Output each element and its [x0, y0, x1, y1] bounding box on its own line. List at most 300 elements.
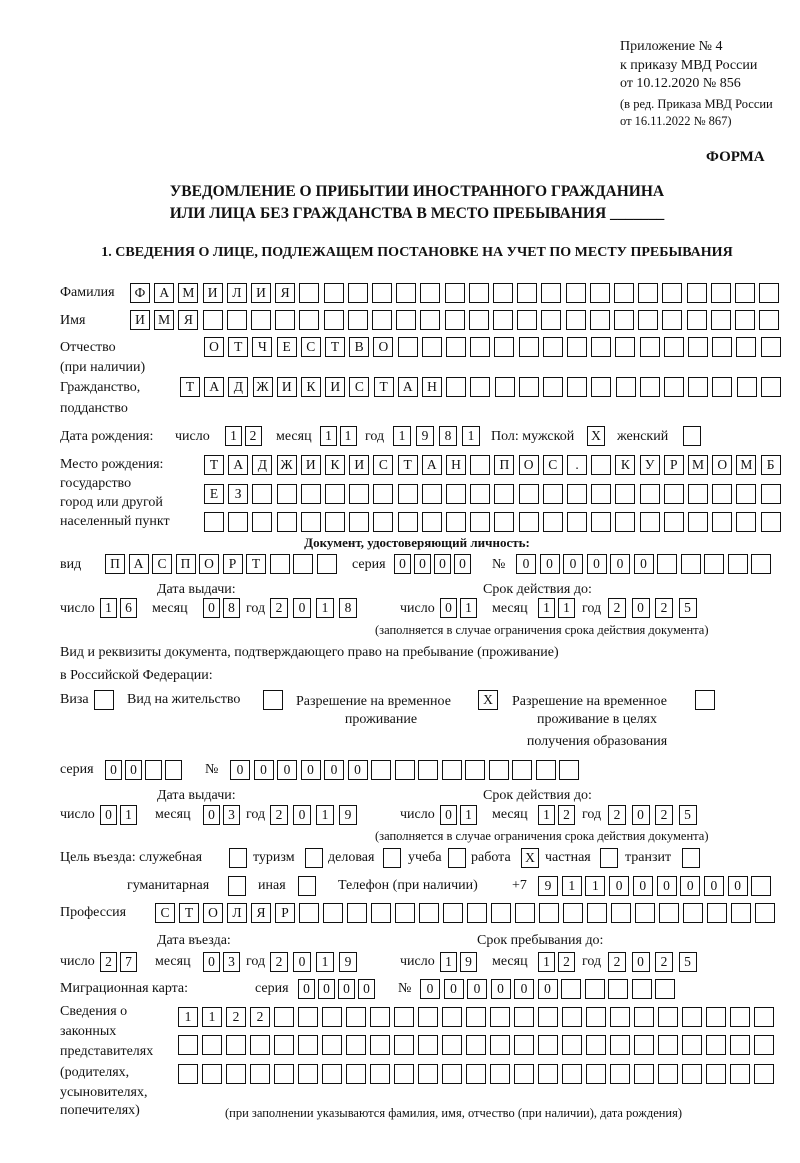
char-box[interactable]	[567, 377, 587, 397]
char-box[interactable]	[754, 1035, 774, 1055]
char-box[interactable]	[728, 554, 748, 574]
issue-day-field[interactable]	[100, 598, 137, 620]
char-box[interactable]: К	[615, 455, 635, 475]
char-box[interactable]: 0	[324, 760, 344, 780]
char-box[interactable]: 2	[270, 598, 288, 618]
char-box[interactable]	[301, 512, 321, 532]
char-box[interactable]	[346, 1035, 366, 1055]
char-box[interactable]: Е	[277, 337, 297, 357]
char-box[interactable]: 2	[655, 805, 673, 825]
char-box[interactable]: 8	[439, 426, 457, 446]
char-box[interactable]: А	[398, 377, 418, 397]
char-box[interactable]: 1	[462, 426, 480, 446]
char-box[interactable]: О	[373, 337, 393, 357]
char-box[interactable]	[662, 310, 682, 330]
char-box[interactable]	[325, 484, 345, 504]
char-box[interactable]	[274, 1007, 294, 1027]
char-box[interactable]	[562, 1064, 582, 1084]
char-box[interactable]: 0	[277, 760, 297, 780]
char-box[interactable]: 0	[318, 979, 335, 999]
char-box[interactable]	[538, 1007, 558, 1027]
char-box[interactable]	[398, 512, 418, 532]
char-box[interactable]	[519, 484, 539, 504]
char-box[interactable]	[349, 484, 369, 504]
purpose-private-checkbox[interactable]	[600, 848, 618, 870]
stay-number-field[interactable]	[230, 760, 579, 782]
char-box[interactable]	[634, 1035, 654, 1055]
char-box[interactable]	[731, 903, 751, 923]
checkbox[interactable]	[682, 848, 700, 868]
char-box[interactable]: К	[301, 377, 321, 397]
char-box[interactable]	[688, 337, 708, 357]
char-box[interactable]	[735, 283, 755, 303]
char-box[interactable]: М	[178, 283, 198, 303]
char-box[interactable]	[736, 512, 756, 532]
char-box[interactable]	[712, 337, 732, 357]
char-box[interactable]: 2	[226, 1007, 246, 1027]
char-box[interactable]: 1	[440, 952, 457, 972]
char-box[interactable]	[591, 484, 611, 504]
char-box[interactable]	[494, 512, 514, 532]
char-box[interactable]: 0	[394, 554, 411, 574]
char-box[interactable]	[538, 1035, 558, 1055]
char-box[interactable]	[658, 1064, 678, 1084]
checkbox[interactable]	[600, 848, 618, 868]
char-box[interactable]: 1	[585, 876, 605, 896]
char-box[interactable]	[730, 1064, 750, 1084]
char-box[interactable]: 0	[440, 598, 457, 618]
profession-field[interactable]	[155, 903, 775, 925]
char-box[interactable]	[419, 903, 439, 923]
char-box[interactable]	[446, 377, 466, 397]
char-box[interactable]: 5	[679, 598, 697, 618]
char-box[interactable]: О	[712, 455, 732, 475]
char-box[interactable]	[615, 337, 635, 357]
char-box[interactable]	[202, 1064, 222, 1084]
char-box[interactable]	[465, 760, 485, 780]
char-box[interactable]	[638, 310, 658, 330]
char-box[interactable]	[759, 283, 779, 303]
char-box[interactable]: 0	[420, 979, 440, 999]
char-box[interactable]	[635, 903, 655, 923]
char-box[interactable]	[372, 283, 392, 303]
stay-valid-day-field[interactable]	[440, 805, 477, 827]
char-box[interactable]: А	[204, 377, 224, 397]
char-box[interactable]	[324, 310, 344, 330]
birth-place-line-2[interactable]	[204, 484, 781, 506]
char-box[interactable]: 0	[634, 554, 654, 574]
char-box[interactable]: 0	[203, 805, 220, 825]
char-box[interactable]: 0	[293, 805, 311, 825]
char-box[interactable]	[398, 484, 418, 504]
char-box[interactable]: 0	[587, 554, 607, 574]
char-box[interactable]: 0	[609, 876, 629, 896]
char-box[interactable]	[227, 310, 247, 330]
char-box[interactable]: И	[251, 283, 271, 303]
char-box[interactable]	[324, 283, 344, 303]
checkbox[interactable]	[229, 848, 247, 868]
char-box[interactable]	[469, 310, 489, 330]
char-box[interactable]: 0	[254, 760, 274, 780]
char-box[interactable]	[370, 1064, 390, 1084]
char-box[interactable]: .	[567, 455, 587, 475]
char-box[interactable]	[165, 760, 182, 780]
purpose-official-checkbox[interactable]	[229, 848, 247, 870]
char-box[interactable]	[759, 310, 779, 330]
entry-year-field[interactable]	[270, 952, 357, 974]
char-box[interactable]: Л	[227, 903, 247, 923]
char-box[interactable]	[687, 310, 707, 330]
char-box[interactable]	[348, 283, 368, 303]
char-box[interactable]	[543, 377, 563, 397]
char-box[interactable]	[277, 512, 297, 532]
char-box[interactable]: 1	[340, 426, 357, 446]
char-box[interactable]: Я	[275, 283, 295, 303]
char-box[interactable]: 6	[120, 598, 137, 618]
char-box[interactable]	[591, 337, 611, 357]
char-box[interactable]	[683, 903, 703, 923]
char-box[interactable]	[634, 1007, 654, 1027]
char-box[interactable]: 2	[245, 426, 262, 446]
char-box[interactable]: С	[152, 554, 172, 574]
char-box[interactable]	[539, 903, 559, 923]
char-box[interactable]: 0	[563, 554, 583, 574]
char-box[interactable]: 0	[538, 979, 558, 999]
char-box[interactable]: З	[228, 484, 248, 504]
char-box[interactable]: А	[154, 283, 174, 303]
char-box[interactable]	[418, 760, 438, 780]
char-box[interactable]	[250, 1064, 270, 1084]
char-box[interactable]: 2	[270, 952, 288, 972]
char-box[interactable]	[541, 283, 561, 303]
char-box[interactable]: 2	[655, 952, 673, 972]
char-box[interactable]	[730, 1007, 750, 1027]
char-box[interactable]: У	[640, 455, 660, 475]
checkbox[interactable]: X	[587, 426, 605, 446]
char-box[interactable]: Ж	[253, 377, 273, 397]
char-box[interactable]	[371, 760, 391, 780]
stay-month-field[interactable]	[538, 952, 575, 974]
char-box[interactable]	[394, 1035, 414, 1055]
stay-issue-month-field[interactable]	[203, 805, 240, 827]
char-box[interactable]: Р	[664, 455, 684, 475]
char-box[interactable]	[591, 512, 611, 532]
char-box[interactable]: О	[203, 903, 223, 923]
char-box[interactable]: 0	[301, 760, 321, 780]
char-box[interactable]: И	[325, 377, 345, 397]
char-box[interactable]	[470, 455, 490, 475]
citizenship-field[interactable]	[180, 377, 781, 399]
char-box[interactable]	[446, 337, 466, 357]
char-box[interactable]	[761, 377, 781, 397]
char-box[interactable]	[611, 903, 631, 923]
char-box[interactable]	[711, 310, 731, 330]
char-box[interactable]: 2	[100, 952, 117, 972]
char-box[interactable]	[566, 283, 586, 303]
char-box[interactable]	[664, 512, 684, 532]
char-box[interactable]	[587, 903, 607, 923]
char-box[interactable]	[252, 484, 272, 504]
char-box[interactable]	[178, 1035, 198, 1055]
char-box[interactable]	[711, 283, 731, 303]
char-box[interactable]	[299, 310, 319, 330]
char-box[interactable]	[682, 1035, 702, 1055]
char-box[interactable]	[610, 1035, 630, 1055]
char-box[interactable]: 9	[339, 952, 357, 972]
char-box[interactable]	[252, 512, 272, 532]
char-box[interactable]	[761, 484, 781, 504]
char-box[interactable]: 0	[540, 554, 560, 574]
char-box[interactable]	[372, 310, 392, 330]
sex-female-checkbox[interactable]	[683, 426, 701, 448]
char-box[interactable]: 1	[316, 952, 334, 972]
char-box[interactable]	[519, 512, 539, 532]
char-box[interactable]: Т	[179, 903, 199, 923]
char-box[interactable]	[466, 1035, 486, 1055]
char-box[interactable]: 0	[434, 554, 451, 574]
char-box[interactable]: 2	[608, 952, 626, 972]
char-box[interactable]: И	[277, 377, 297, 397]
char-box[interactable]: С	[301, 337, 321, 357]
char-box[interactable]: А	[422, 455, 442, 475]
char-box[interactable]	[561, 979, 581, 999]
char-box[interactable]	[466, 1064, 486, 1084]
char-box[interactable]	[706, 1035, 726, 1055]
char-box[interactable]	[442, 760, 462, 780]
sex-male-checkbox[interactable]	[587, 426, 605, 448]
char-box[interactable]	[270, 554, 290, 574]
char-box[interactable]: М	[688, 455, 708, 475]
char-box[interactable]	[299, 283, 319, 303]
char-box[interactable]	[418, 1035, 438, 1055]
valid-year-field[interactable]	[608, 598, 697, 620]
stay-issue-year-field[interactable]	[270, 805, 357, 827]
char-box[interactable]: 0	[632, 805, 650, 825]
char-box[interactable]	[712, 377, 732, 397]
doc-number-field[interactable]	[516, 554, 771, 576]
char-box[interactable]: 2	[270, 805, 288, 825]
char-box[interactable]: 2	[655, 598, 673, 618]
char-box[interactable]: 1	[460, 805, 477, 825]
char-box[interactable]	[299, 903, 319, 923]
stay-valid-year-field[interactable]	[608, 805, 697, 827]
valid-month-field[interactable]	[538, 598, 575, 620]
char-box[interactable]	[346, 1064, 366, 1084]
char-box[interactable]: 0	[632, 952, 650, 972]
checkbox[interactable]	[383, 848, 401, 868]
representatives-line-3[interactable]	[178, 1064, 774, 1086]
char-box[interactable]	[707, 903, 727, 923]
char-box[interactable]: П	[494, 455, 514, 475]
char-box[interactable]: С	[155, 903, 175, 923]
char-box[interactable]	[704, 554, 724, 574]
char-box[interactable]	[712, 512, 732, 532]
purpose-transit-checkbox[interactable]	[682, 848, 700, 870]
char-box[interactable]: 1	[178, 1007, 198, 1027]
char-box[interactable]	[737, 377, 757, 397]
char-box[interactable]	[395, 760, 415, 780]
char-box[interactable]	[712, 484, 732, 504]
char-box[interactable]	[761, 337, 781, 357]
char-box[interactable]	[735, 310, 755, 330]
char-box[interactable]: 9	[416, 426, 434, 446]
residence-permit-checkbox[interactable]	[263, 690, 283, 712]
char-box[interactable]: Т	[325, 337, 345, 357]
char-box[interactable]	[514, 1064, 534, 1084]
char-box[interactable]	[610, 1007, 630, 1027]
char-box[interactable]: О	[204, 337, 224, 357]
char-box[interactable]	[519, 337, 539, 357]
char-box[interactable]: К	[325, 455, 345, 475]
char-box[interactable]	[251, 310, 271, 330]
char-box[interactable]: А	[129, 554, 149, 574]
char-box[interactable]	[706, 1007, 726, 1027]
char-box[interactable]: 0	[414, 554, 431, 574]
char-box[interactable]	[202, 1035, 222, 1055]
char-box[interactable]	[658, 1035, 678, 1055]
char-box[interactable]	[754, 1064, 774, 1084]
char-box[interactable]	[226, 1064, 246, 1084]
char-box[interactable]	[442, 1007, 462, 1027]
char-box[interactable]	[323, 903, 343, 923]
char-box[interactable]: Т	[204, 455, 224, 475]
char-box[interactable]: 1	[558, 598, 575, 618]
char-box[interactable]: 0	[516, 554, 536, 574]
char-box[interactable]	[346, 1007, 366, 1027]
char-box[interactable]	[422, 484, 442, 504]
char-box[interactable]	[274, 1035, 294, 1055]
char-box[interactable]: 0	[514, 979, 534, 999]
char-box[interactable]	[512, 760, 532, 780]
char-box[interactable]: О	[519, 455, 539, 475]
char-box[interactable]: 3	[223, 952, 240, 972]
char-box[interactable]: 0	[657, 876, 677, 896]
char-box[interactable]: О	[199, 554, 219, 574]
char-box[interactable]	[614, 310, 634, 330]
char-box[interactable]	[586, 1007, 606, 1027]
char-box[interactable]	[418, 1007, 438, 1027]
char-box[interactable]: 7	[120, 952, 137, 972]
char-box[interactable]	[489, 760, 509, 780]
char-box[interactable]: Т	[228, 337, 248, 357]
char-box[interactable]: П	[176, 554, 196, 574]
char-box[interactable]	[687, 283, 707, 303]
char-box[interactable]	[688, 512, 708, 532]
char-box[interactable]	[638, 283, 658, 303]
char-box[interactable]	[559, 760, 579, 780]
char-box[interactable]	[517, 310, 537, 330]
char-box[interactable]	[445, 310, 465, 330]
char-box[interactable]: 1	[316, 598, 334, 618]
char-box[interactable]: И	[301, 455, 321, 475]
char-box[interactable]	[664, 484, 684, 504]
char-box[interactable]: 0	[491, 979, 511, 999]
char-box[interactable]	[615, 512, 635, 532]
entry-month-field[interactable]	[203, 952, 240, 974]
char-box[interactable]: Ф	[130, 283, 150, 303]
char-box[interactable]: 0	[203, 952, 220, 972]
char-box[interactable]	[706, 1064, 726, 1084]
char-box[interactable]	[396, 310, 416, 330]
char-box[interactable]	[490, 1035, 510, 1055]
char-box[interactable]: 8	[339, 598, 357, 618]
char-box[interactable]	[688, 377, 708, 397]
char-box[interactable]: 1	[202, 1007, 222, 1027]
migration-number-field[interactable]	[420, 979, 675, 1001]
char-box[interactable]: 0	[632, 598, 650, 618]
char-box[interactable]	[204, 512, 224, 532]
stay-series-field[interactable]	[105, 760, 182, 782]
char-box[interactable]	[443, 903, 463, 923]
char-box[interactable]: 1	[562, 876, 582, 896]
char-box[interactable]: 1	[538, 598, 555, 618]
char-box[interactable]	[514, 1035, 534, 1055]
char-box[interactable]	[658, 1007, 678, 1027]
char-box[interactable]: 9	[538, 876, 558, 896]
char-box[interactable]	[322, 1064, 342, 1084]
char-box[interactable]: 0	[610, 554, 630, 574]
char-box[interactable]: Т	[398, 455, 418, 475]
char-box[interactable]	[348, 310, 368, 330]
char-box[interactable]	[228, 512, 248, 532]
char-box[interactable]: Н	[422, 377, 442, 397]
char-box[interactable]	[664, 377, 684, 397]
char-box[interactable]: 0	[125, 760, 142, 780]
char-box[interactable]	[519, 377, 539, 397]
checkbox[interactable]: X	[478, 690, 498, 710]
stay-day-field[interactable]	[440, 952, 477, 974]
char-box[interactable]	[398, 337, 418, 357]
char-box[interactable]: П	[105, 554, 125, 574]
checkbox[interactable]	[305, 848, 323, 868]
char-box[interactable]	[469, 283, 489, 303]
birth-place-line-1[interactable]	[204, 455, 781, 477]
char-box[interactable]: Л	[227, 283, 247, 303]
char-box[interactable]	[640, 484, 660, 504]
char-box[interactable]: 5	[679, 805, 697, 825]
char-box[interactable]	[736, 337, 756, 357]
char-box[interactable]	[538, 1064, 558, 1084]
char-box[interactable]	[567, 484, 587, 504]
char-box[interactable]	[422, 512, 442, 532]
char-box[interactable]	[370, 1007, 390, 1027]
doc-series-field[interactable]	[394, 554, 471, 576]
char-box[interactable]	[298, 1064, 318, 1084]
char-box[interactable]: С	[543, 455, 563, 475]
char-box[interactable]	[490, 1064, 510, 1084]
char-box[interactable]: 0	[338, 979, 355, 999]
char-box[interactable]: В	[349, 337, 369, 357]
visa-checkbox[interactable]	[94, 690, 114, 712]
char-box[interactable]: 0	[293, 598, 311, 618]
char-box[interactable]	[761, 512, 781, 532]
char-box[interactable]: 9	[460, 952, 477, 972]
char-box[interactable]	[394, 1064, 414, 1084]
char-box[interactable]	[610, 1064, 630, 1084]
birth-year-field[interactable]	[393, 426, 480, 448]
char-box[interactable]: Я	[251, 903, 271, 923]
char-box[interactable]: 0	[298, 979, 315, 999]
char-box[interactable]	[420, 283, 440, 303]
char-box[interactable]	[662, 283, 682, 303]
char-box[interactable]	[682, 1064, 702, 1084]
char-box[interactable]	[659, 903, 679, 923]
char-box[interactable]: 0	[100, 805, 117, 825]
char-box[interactable]	[293, 554, 313, 574]
char-box[interactable]: 2	[558, 805, 575, 825]
char-box[interactable]	[664, 337, 684, 357]
char-box[interactable]	[277, 484, 297, 504]
